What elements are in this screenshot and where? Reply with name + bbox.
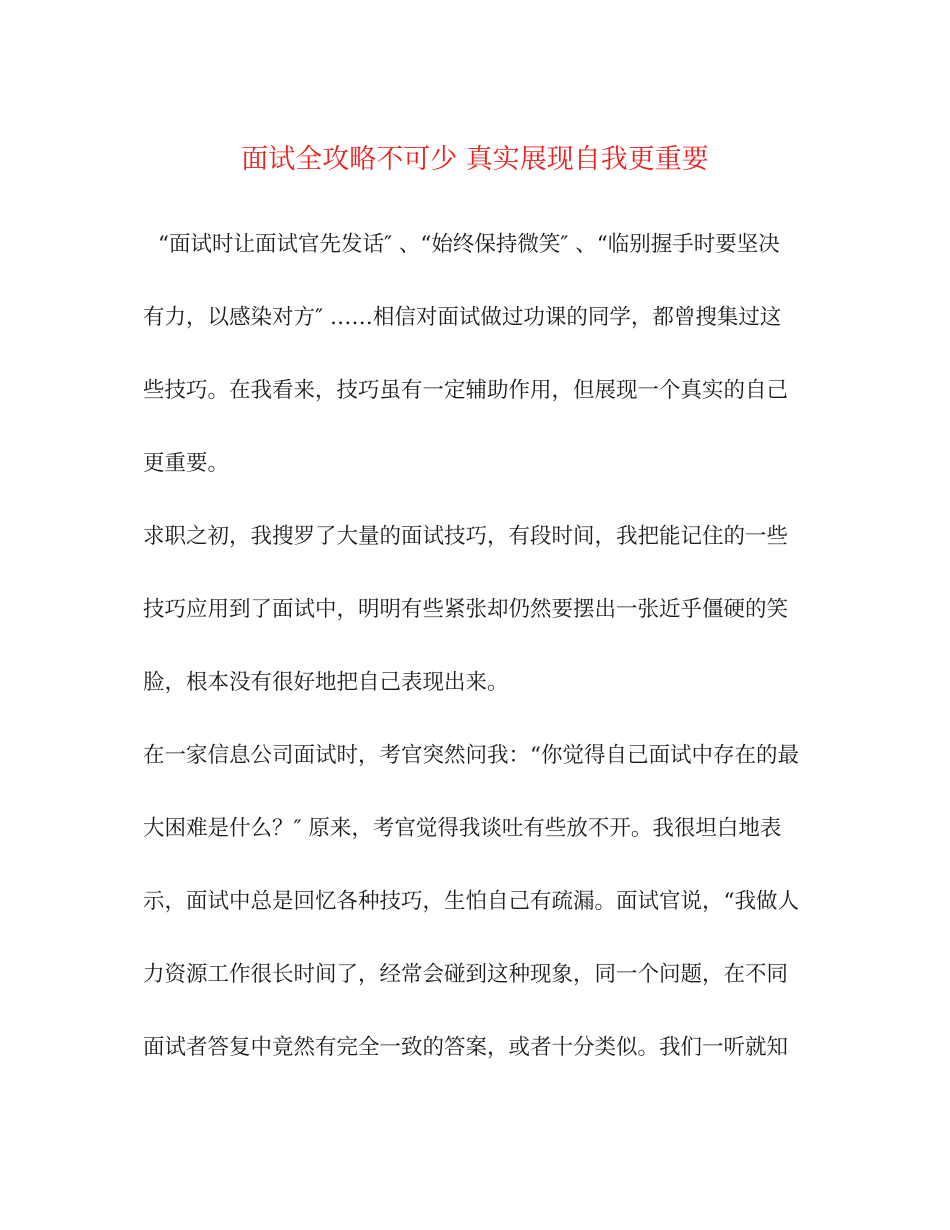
paragraph-3-line-5: 面试者答复中竟然有完全一致的答案，或者十分类似。我们一听就知 (143, 1035, 789, 1060)
paragraph-3-line-4: 力资源工作很长时间了，经常会碰到这种现象，同一个问题，在不同 (143, 962, 789, 987)
paragraph-1-line-1: “面试时让面试官先发话″ 、“始终保持微笑″ 、“临别握手时要坚决 (158, 232, 780, 257)
paragraph-1-line-2: 有力，以感染对方″ ……相信对面试做过功课的同学，都曾搜集过这 (143, 305, 782, 330)
paragraph-2-line-1: 求职之初，我搜罗了大量的面试技巧，有段时间，我把能记住的一些 (143, 524, 789, 549)
paragraph-2-line-2: 技巧应用到了面试中，明明有些紧张却仍然要摆出一张近乎僵硬的笑 (143, 597, 789, 622)
document-title: 面试全攻略不可少 真实展现自我更重要 (241, 144, 709, 175)
paragraph-1-line-4: 更重要。 (143, 451, 230, 476)
paragraph-3-line-1: 在一家信息公司面试时，考官突然问我：“你觉得自己面试中存在的最 (143, 743, 799, 768)
paragraph-2-line-3: 脸，根本没有很好地把自己表现出来。 (143, 670, 509, 695)
paragraph-3-line-3: 示，面试中总是回忆各种技巧，生怕自己有疏漏。面试官说，“我做人 (143, 889, 799, 914)
paragraph-1-line-3: 些技巧。在我看来，技巧虽有一定辅助作用，但展现一个真实的自己 (143, 378, 789, 403)
paragraph-3-line-2: 大困难是什么？″ 原来，考官觉得我谈吐有些放不开。我很坦白地表 (143, 816, 782, 841)
